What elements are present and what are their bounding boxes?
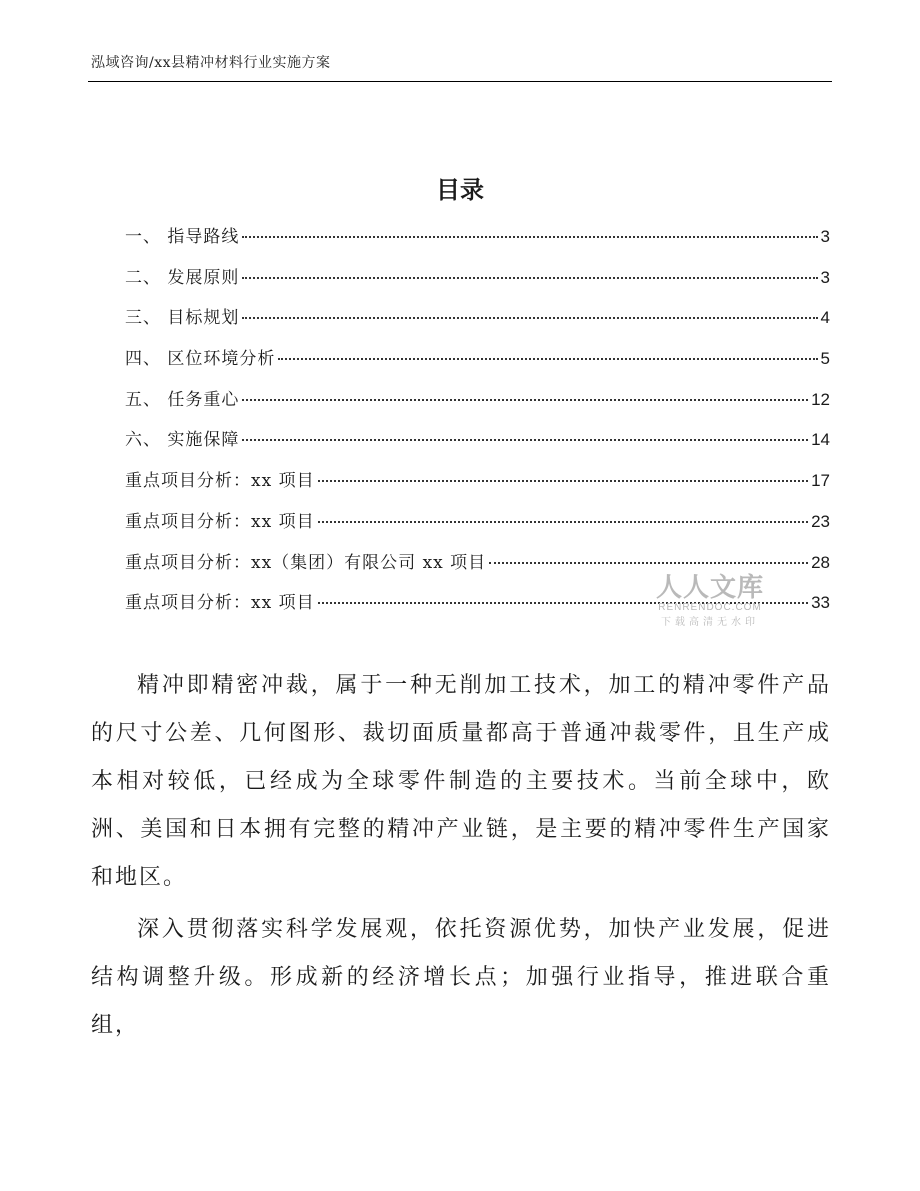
toc-entry-label: 二、 发展原则	[125, 267, 240, 288]
toc-leader-dots	[318, 480, 808, 482]
toc-title: 目录	[436, 176, 484, 204]
toc-leader-dots	[318, 521, 808, 523]
toc-entry[interactable]	[125, 222, 830, 263]
toc-leader-dots	[242, 236, 817, 238]
toc-entry-page: 17	[811, 471, 830, 491]
toc-entry[interactable]	[125, 303, 830, 344]
toc-entry-label: 重点项目分析：xx（集团）有限公司 xx 项目	[125, 552, 487, 573]
toc-entry-label: 六、 实施保障	[125, 430, 240, 451]
toc-entry-label: 三、 目标规划	[125, 308, 240, 329]
toc-entry-label: 一、 指导路线	[125, 227, 240, 247]
watermark-url: RENRENDOC.COM	[658, 602, 762, 613]
toc-entry-page: 4	[820, 308, 830, 328]
toc-leader-dots	[318, 602, 808, 604]
toc-entry-page: 12	[811, 389, 830, 409]
toc-entry-page: 3	[820, 227, 830, 246]
toc-entry[interactable]	[125, 507, 830, 548]
toc-entry[interactable]	[125, 385, 830, 426]
toc-entry[interactable]	[125, 344, 830, 385]
toc-leader-dots	[242, 439, 808, 441]
toc-entry[interactable]	[125, 548, 830, 589]
toc-entry-page: 28	[811, 552, 830, 572]
toc-entry-page: 33	[811, 593, 830, 613]
toc-entry[interactable]	[125, 588, 830, 629]
watermark-subtitle: 下载高清无水印	[661, 617, 759, 628]
toc-leader-dots	[242, 317, 817, 319]
toc-leader-dots	[242, 399, 808, 401]
toc-entry-page: 5	[820, 349, 830, 369]
page-header: 泓域咨询/xx县精冲材料行业实施方案	[91, 55, 331, 71]
toc-entry[interactable]	[125, 425, 830, 466]
toc-entry-page: 3	[820, 267, 830, 287]
body-text	[91, 662, 831, 1050]
toc-leader-dots	[242, 277, 817, 279]
toc-entry-label: 重点项目分析：xx 项目	[125, 471, 315, 492]
toc-entry-label: 重点项目分析：xx 项目	[125, 593, 315, 614]
toc-entry[interactable]	[125, 466, 830, 507]
toc-entry-label: 四、 区位环境分析	[125, 349, 276, 370]
watermark-title: 人人文库	[655, 573, 764, 603]
toc-entry-label: 五、 任务重心	[125, 389, 240, 410]
table-of-contents	[125, 222, 830, 629]
toc-entry[interactable]	[125, 263, 830, 304]
toc-leader-dots	[489, 562, 808, 564]
toc-entry-page: 23	[811, 511, 830, 531]
toc-entry-label: 重点项目分析：xx 项目	[125, 511, 315, 532]
toc-entry-page: 14	[811, 430, 830, 450]
header-divider	[88, 81, 832, 82]
body-paragraph: 深入贯彻落实科学发展观，依托资源优势，加快产业发展，促进结构调整升级。形成新的经济增长点；加强行业指导，推进联合重组，	[91, 917, 831, 1038]
body-paragraph: 精冲即精密冲裁，属于一种无削加工技术，加工的精冲零件产品的尺寸公差、几何图形、裁切面质量都高于普通冲裁零件，且生产成本相对较低，已经成为全球零件制造的主要技术。当前全球中，欧洲、美国和日本拥有完整的精冲产业链，是主要的精冲零件生产国家和地区。	[91, 673, 831, 890]
toc-leader-dots	[278, 358, 817, 360]
